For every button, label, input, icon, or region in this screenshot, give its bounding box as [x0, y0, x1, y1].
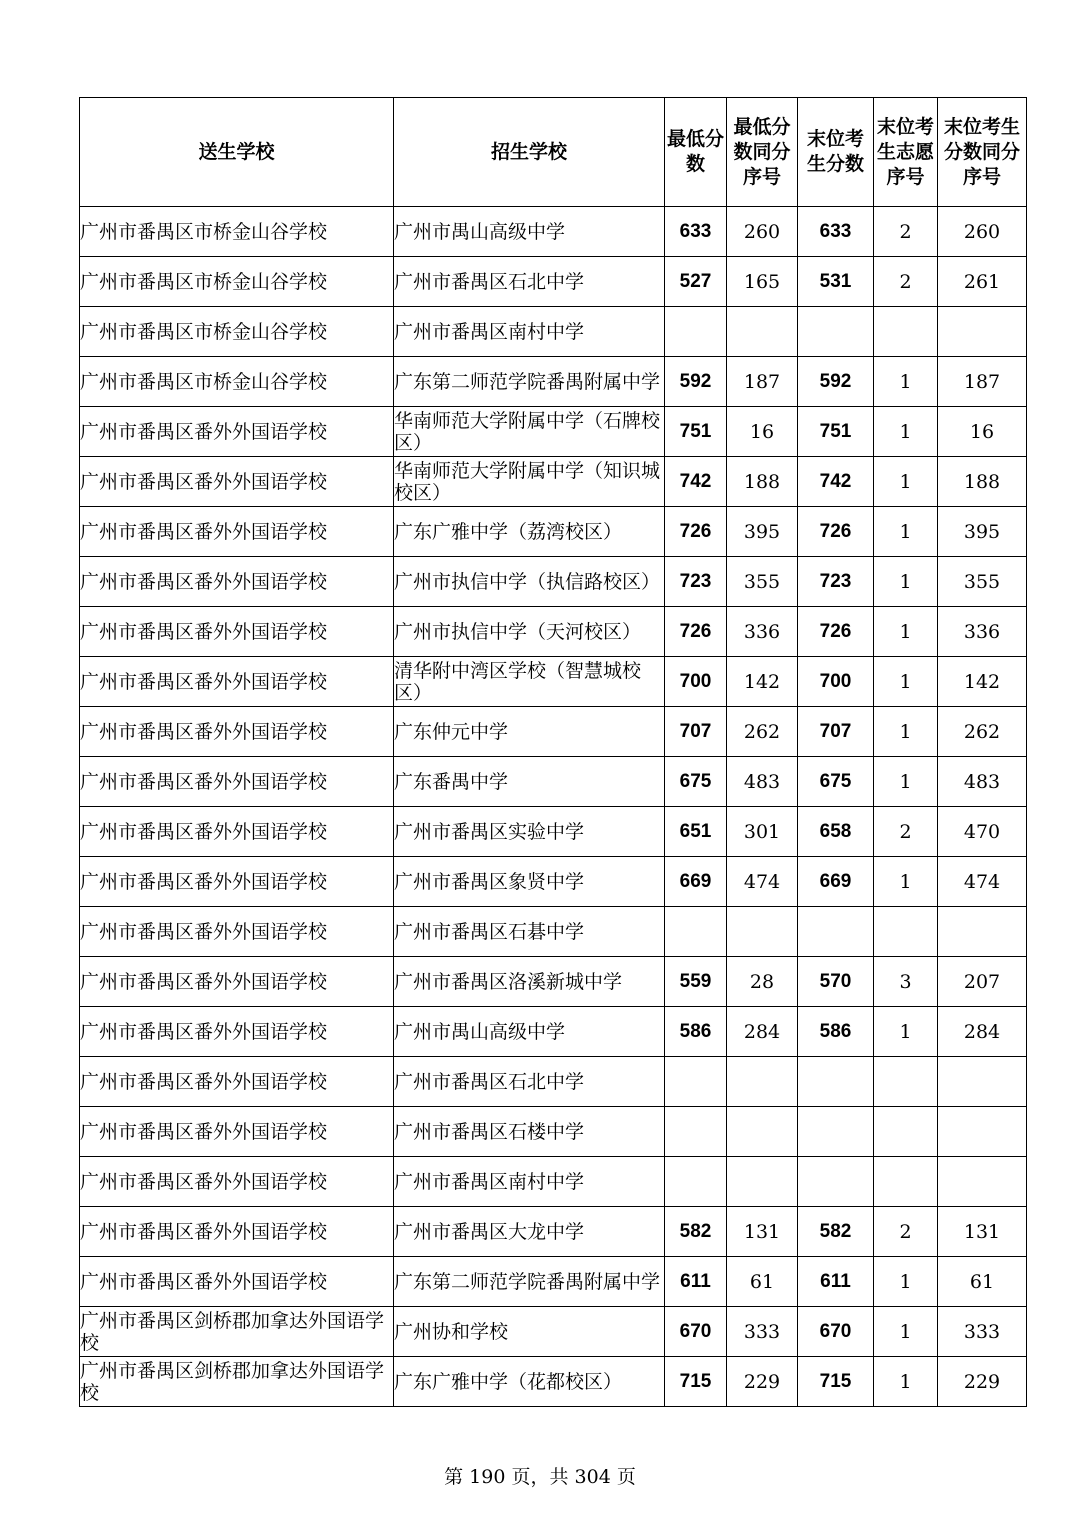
admitting-school-cell: 华南师范大学附属中学（知识城校区） [394, 457, 665, 507]
last-score-rank-cell: 284 [938, 1007, 1027, 1057]
last-score-cell: 707 [798, 707, 874, 757]
sending-school-cell: 广州市番禺区番外外国语学校 [80, 407, 394, 457]
min-score-cell: 723 [665, 557, 727, 607]
last-choice-no-cell: 1 [874, 1257, 938, 1307]
header-sending-school: 送生学校 [80, 98, 394, 207]
min-score-cell: 592 [665, 357, 727, 407]
last-score-cell: 611 [798, 1257, 874, 1307]
table-row [80, 1307, 1027, 1357]
table-row [80, 557, 1027, 607]
min-score-cell [665, 1057, 727, 1107]
table-row [80, 1057, 1027, 1107]
sending-school-cell: 广州市番禺区番外外国语学校 [80, 757, 394, 807]
admitting-school-cell: 华南师范大学附属中学（石牌校区） [394, 407, 665, 457]
min-score-rank-cell [727, 907, 798, 957]
last-choice-no-cell: 1 [874, 1307, 938, 1357]
table-row [80, 1007, 1027, 1057]
table-row [80, 407, 1027, 457]
table-header-row [80, 98, 1027, 207]
last-choice-no-cell [874, 1157, 938, 1207]
last-score-cell [798, 1107, 874, 1157]
header-last-score-rank: 末位考生分数同分序号 [938, 98, 1027, 207]
min-score-cell [665, 307, 727, 357]
last-choice-no-cell: 1 [874, 857, 938, 907]
table-row [80, 1257, 1027, 1307]
admitting-school-cell: 广州市番禺区南村中学 [394, 307, 665, 357]
sending-school-cell: 广州市番禺区番外外国语学校 [80, 1157, 394, 1207]
last-score-cell [798, 1057, 874, 1107]
last-score-cell: 715 [798, 1357, 874, 1407]
last-choice-no-cell: 2 [874, 257, 938, 307]
last-score-rank-cell: 336 [938, 607, 1027, 657]
sending-school-cell: 广州市番禺区番外外国语学校 [80, 1007, 394, 1057]
header-last-choice-no: 末位考生志愿序号 [874, 98, 938, 207]
last-score-rank-cell [938, 307, 1027, 357]
sending-school-cell: 广州市番禺区番外外国语学校 [80, 607, 394, 657]
last-score-rank-cell: 131 [938, 1207, 1027, 1257]
min-score-rank-cell: 187 [727, 357, 798, 407]
table-row [80, 207, 1027, 257]
table-row [80, 657, 1027, 707]
min-score-cell: 611 [665, 1257, 727, 1307]
last-score-rank-cell: 395 [938, 507, 1027, 557]
last-choice-no-cell: 1 [874, 707, 938, 757]
admission-table [79, 97, 1027, 1407]
last-score-rank-cell [938, 907, 1027, 957]
last-score-rank-cell: 474 [938, 857, 1027, 907]
min-score-cell: 669 [665, 857, 727, 907]
min-score-rank-cell: 142 [727, 657, 798, 707]
admitting-school-cell: 广东番禺中学 [394, 757, 665, 807]
min-score-rank-cell: 284 [727, 1007, 798, 1057]
last-score-rank-cell: 355 [938, 557, 1027, 607]
last-score-rank-cell [938, 1107, 1027, 1157]
min-score-rank-cell: 28 [727, 957, 798, 1007]
min-score-rank-cell: 188 [727, 457, 798, 507]
last-score-cell: 570 [798, 957, 874, 1007]
min-score-rank-cell: 483 [727, 757, 798, 807]
last-choice-no-cell: 3 [874, 957, 938, 1007]
last-choice-no-cell: 1 [874, 1007, 938, 1057]
last-score-rank-cell: 229 [938, 1357, 1027, 1407]
min-score-cell: 715 [665, 1357, 727, 1407]
sending-school-cell: 广州市番禺区番外外国语学校 [80, 707, 394, 757]
table-row [80, 357, 1027, 407]
min-score-cell: 670 [665, 1307, 727, 1357]
min-score-rank-cell: 395 [727, 507, 798, 557]
table-row [80, 607, 1027, 657]
table-row [80, 1207, 1027, 1257]
sending-school-cell: 广州市番禺区番外外国语学校 [80, 657, 394, 707]
last-choice-no-cell: 2 [874, 807, 938, 857]
min-score-cell: 751 [665, 407, 727, 457]
table-row [80, 807, 1027, 857]
last-score-rank-cell: 262 [938, 707, 1027, 757]
last-score-rank-cell: 483 [938, 757, 1027, 807]
admitting-school-cell: 清华附中湾区学校（智慧城校区） [394, 657, 665, 707]
min-score-rank-cell [727, 1157, 798, 1207]
min-score-cell: 700 [665, 657, 727, 707]
last-choice-no-cell [874, 1057, 938, 1107]
table-row [80, 457, 1027, 507]
sending-school-cell: 广州市番禺区番外外国语学校 [80, 1207, 394, 1257]
min-score-cell: 559 [665, 957, 727, 1007]
sending-school-cell: 广州市番禺区剑桥郡加拿达外国语学校 [80, 1307, 394, 1357]
admitting-school-cell: 广州市番禺区象贤中学 [394, 857, 665, 907]
min-score-cell: 527 [665, 257, 727, 307]
last-score-cell: 669 [798, 857, 874, 907]
admitting-school-cell: 广东第二师范学院番禺附属中学 [394, 1257, 665, 1307]
min-score-rank-cell: 131 [727, 1207, 798, 1257]
admitting-school-cell: 广州市番禺区石北中学 [394, 1057, 665, 1107]
admitting-school-cell: 广州市番禺区大龙中学 [394, 1207, 665, 1257]
last-choice-no-cell [874, 1107, 938, 1157]
last-choice-no-cell [874, 907, 938, 957]
sending-school-cell: 广州市番禺区番外外国语学校 [80, 807, 394, 857]
admitting-school-cell: 广州市番禺区南村中学 [394, 1157, 665, 1207]
table-row [80, 1357, 1027, 1407]
last-score-rank-cell: 470 [938, 807, 1027, 857]
last-score-rank-cell [938, 1157, 1027, 1207]
admitting-school-cell: 广州市番禺区石碁中学 [394, 907, 665, 957]
sending-school-cell: 广州市番禺区番外外国语学校 [80, 1057, 394, 1107]
last-score-rank-cell: 207 [938, 957, 1027, 1007]
sending-school-cell: 广州市番禺区番外外国语学校 [80, 1257, 394, 1307]
min-score-cell: 586 [665, 1007, 727, 1057]
last-score-cell: 675 [798, 757, 874, 807]
admitting-school-cell: 广州市执信中学（执信路校区） [394, 557, 665, 607]
sending-school-cell: 广州市番禺区番外外国语学校 [80, 1107, 394, 1157]
table-row [80, 707, 1027, 757]
last-score-cell: 670 [798, 1307, 874, 1357]
table-row [80, 1157, 1027, 1207]
min-score-rank-cell: 336 [727, 607, 798, 657]
last-choice-no-cell: 2 [874, 1207, 938, 1257]
table-row [80, 257, 1027, 307]
admitting-school-cell: 广东第二师范学院番禺附属中学 [394, 357, 665, 407]
last-choice-no-cell: 1 [874, 457, 938, 507]
admitting-school-cell: 广州市番禺区石楼中学 [394, 1107, 665, 1157]
table-row [80, 907, 1027, 957]
sending-school-cell: 广州市番禺区市桥金山谷学校 [80, 207, 394, 257]
admitting-school-cell: 广州市番禺区石北中学 [394, 257, 665, 307]
min-score-cell [665, 1107, 727, 1157]
last-choice-no-cell: 1 [874, 357, 938, 407]
min-score-cell: 675 [665, 757, 727, 807]
last-score-cell: 723 [798, 557, 874, 607]
admitting-school-cell: 广东仲元中学 [394, 707, 665, 757]
last-score-cell [798, 307, 874, 357]
sending-school-cell: 广州市番禺区番外外国语学校 [80, 557, 394, 607]
table-row [80, 957, 1027, 1007]
admitting-school-cell: 广州市执信中学（天河校区） [394, 607, 665, 657]
page-footer: 第 190 页，共 304 页 [444, 1466, 636, 1488]
sending-school-cell: 广州市番禺区番外外国语学校 [80, 907, 394, 957]
last-score-rank-cell: 142 [938, 657, 1027, 707]
header-last-score: 末位考生分数 [798, 98, 874, 207]
min-score-rank-cell: 165 [727, 257, 798, 307]
last-choice-no-cell: 1 [874, 1357, 938, 1407]
min-score-rank-cell: 262 [727, 707, 798, 757]
min-score-cell: 707 [665, 707, 727, 757]
sending-school-cell: 广州市番禺区番外外国语学校 [80, 957, 394, 1007]
last-score-rank-cell: 16 [938, 407, 1027, 457]
min-score-rank-cell: 61 [727, 1257, 798, 1307]
min-score-rank-cell: 355 [727, 557, 798, 607]
last-choice-no-cell: 1 [874, 407, 938, 457]
last-score-cell [798, 907, 874, 957]
last-score-rank-cell: 333 [938, 1307, 1027, 1357]
sending-school-cell: 广州市番禺区市桥金山谷学校 [80, 357, 394, 407]
last-score-cell [798, 1157, 874, 1207]
min-score-cell [665, 1157, 727, 1207]
header-min-score-rank: 最低分数同分序号 [727, 98, 798, 207]
last-score-rank-cell: 188 [938, 457, 1027, 507]
header-min-score: 最低分数 [665, 98, 727, 207]
min-score-cell [665, 907, 727, 957]
last-choice-no-cell [874, 307, 938, 357]
admitting-school-cell: 广州协和学校 [394, 1307, 665, 1357]
admitting-school-cell: 广州市番禺区实验中学 [394, 807, 665, 857]
min-score-rank-cell: 16 [727, 407, 798, 457]
sending-school-cell: 广州市番禺区剑桥郡加拿达外国语学校 [80, 1357, 394, 1407]
last-score-cell: 531 [798, 257, 874, 307]
last-choice-no-cell: 1 [874, 757, 938, 807]
last-score-cell: 592 [798, 357, 874, 407]
last-choice-no-cell: 1 [874, 507, 938, 557]
last-score-rank-cell: 61 [938, 1257, 1027, 1307]
min-score-rank-cell: 229 [727, 1357, 798, 1407]
header-admitting-school: 招生学校 [394, 98, 665, 207]
min-score-rank-cell: 333 [727, 1307, 798, 1357]
admitting-school-cell: 广东广雅中学（荔湾校区） [394, 507, 665, 557]
min-score-rank-cell [727, 1107, 798, 1157]
table-row [80, 1107, 1027, 1157]
min-score-cell: 726 [665, 607, 727, 657]
min-score-cell: 651 [665, 807, 727, 857]
min-score-rank-cell [727, 1057, 798, 1107]
last-choice-no-cell: 2 [874, 207, 938, 257]
min-score-cell: 633 [665, 207, 727, 257]
admitting-school-cell: 广州市禺山高级中学 [394, 1007, 665, 1057]
last-score-rank-cell: 260 [938, 207, 1027, 257]
last-score-cell: 658 [798, 807, 874, 857]
last-score-cell: 586 [798, 1007, 874, 1057]
last-score-cell: 751 [798, 407, 874, 457]
table-row [80, 757, 1027, 807]
min-score-cell: 582 [665, 1207, 727, 1257]
sending-school-cell: 广州市番禺区市桥金山谷学校 [80, 257, 394, 307]
admitting-school-cell: 广州市禺山高级中学 [394, 207, 665, 257]
last-score-rank-cell: 187 [938, 357, 1027, 407]
min-score-rank-cell: 474 [727, 857, 798, 907]
last-score-cell: 726 [798, 507, 874, 557]
last-choice-no-cell: 1 [874, 657, 938, 707]
admitting-school-cell: 广州市番禺区洛溪新城中学 [394, 957, 665, 1007]
last-score-rank-cell [938, 1057, 1027, 1107]
sending-school-cell: 广州市番禺区番外外国语学校 [80, 457, 394, 507]
min-score-cell: 742 [665, 457, 727, 507]
admitting-school-cell: 广东广雅中学（花都校区） [394, 1357, 665, 1407]
table-row [80, 507, 1027, 557]
last-score-rank-cell: 261 [938, 257, 1027, 307]
sending-school-cell: 广州市番禺区番外外国语学校 [80, 857, 394, 907]
last-score-cell: 742 [798, 457, 874, 507]
table-row [80, 857, 1027, 907]
sending-school-cell: 广州市番禺区市桥金山谷学校 [80, 307, 394, 357]
last-score-cell: 582 [798, 1207, 874, 1257]
min-score-rank-cell [727, 307, 798, 357]
table-row [80, 307, 1027, 357]
last-choice-no-cell: 1 [874, 607, 938, 657]
last-score-cell: 633 [798, 207, 874, 257]
last-score-cell: 700 [798, 657, 874, 707]
sending-school-cell: 广州市番禺区番外外国语学校 [80, 507, 394, 557]
min-score-rank-cell: 301 [727, 807, 798, 857]
min-score-cell: 726 [665, 507, 727, 557]
min-score-rank-cell: 260 [727, 207, 798, 257]
last-choice-no-cell: 1 [874, 557, 938, 607]
last-score-cell: 726 [798, 607, 874, 657]
